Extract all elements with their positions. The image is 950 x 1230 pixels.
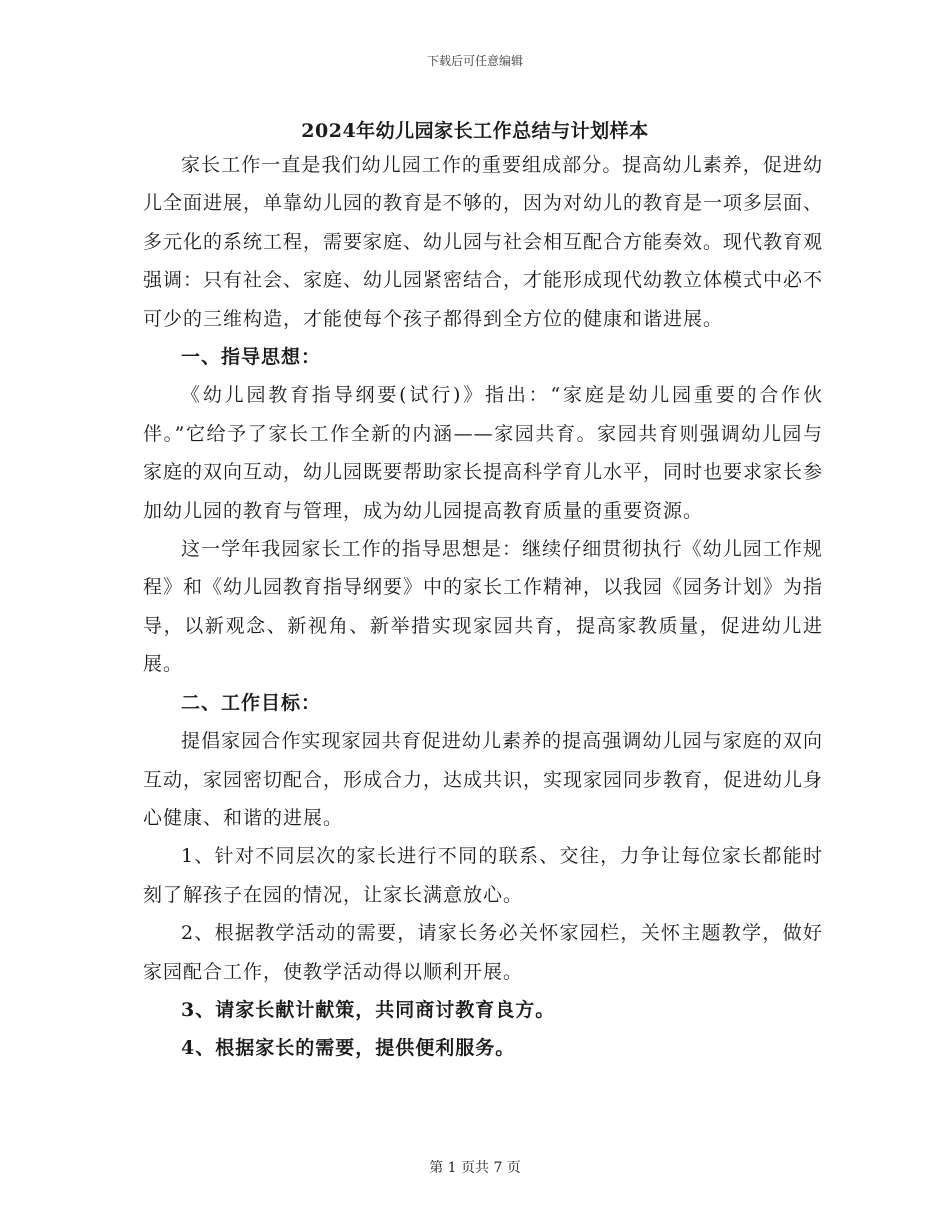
intro-paragraph: 家长工作一直是我们幼儿园工作的重要组成部分。提高幼儿素养，促进幼儿全面进展，单靠幼儿园的教育是不够的，因为对幼儿的教育是一项多层面、多元化的系统工程，需要家庭、幼儿园与社会相互配合方能奏效。现代教育观强调：只有社会、家庭、幼儿园紧密结合，才能形成现代幼教立体模式中必不可少的三维构造，才能使每个孩子都得到全方位的健康和谐进展。 bbox=[143, 154, 824, 330]
goal-item-2: 2、根据教学活动的需要，请家长务必关怀家园栏，关怀主题教学，做好家园配合工作，使教学活动得以顺利开展。 bbox=[143, 922, 823, 983]
guideline-paragraph: 《幼儿园教育指导纲要(试行)》指出：“家庭是幼儿园重要的合作伙伴。”它给予了家长工作全新的内涵——家园共育。家园共育则强调幼儿园与家庭的双向互动，幼儿园既要帮助家长提高科学育儿水平，同时也要求家长参加幼儿园的教育与管理，成为幼儿园提高教育质量的重要资源。 bbox=[143, 384, 824, 522]
document-body bbox=[143, 146, 823, 1068]
goal-item-3: 3、请家长献计献策，共同商讨教育良方。 bbox=[181, 998, 556, 1021]
goal-item-4: 4、根据家长的需要，提供便利服务。 bbox=[181, 1037, 516, 1060]
section-heading-work-goals: 二、工作目标： bbox=[181, 691, 322, 714]
header-note: 下载后可任意编辑 bbox=[426, 54, 523, 68]
document-title: 2024年幼儿园家长工作总结与计划样本 bbox=[301, 120, 649, 142]
work-goals-paragraph: 提倡家园合作实现家园共育促进幼儿素养的提高强调幼儿园与家庭的双向互动，家园密切配合，形成合力，达成共识，实现家园同步教育，促进幼儿身心健康、和谐的进展。 bbox=[143, 730, 824, 829]
goal-item-1: 1、针对不同层次的家长进行不同的联系、交往，力争让每位家长都能时刻了解孩子在园的情况，让家长满意放心。 bbox=[143, 845, 823, 906]
guiding-thought-paragraph: 这一学年我园家长工作的指导思想是：继续仔细贯彻执行《幼儿园工作规程》和《幼儿园教育指导纲要》中的家长工作精神，以我园《园务计划》为指导，以新观念、新视角、新举措实现家园共育，提高家教质量，促进幼儿进展。 bbox=[143, 538, 824, 676]
page-number: 第 1 页共 7 页 bbox=[429, 1160, 521, 1176]
section-heading-guiding-thought: 一、指导思想： bbox=[181, 346, 322, 369]
